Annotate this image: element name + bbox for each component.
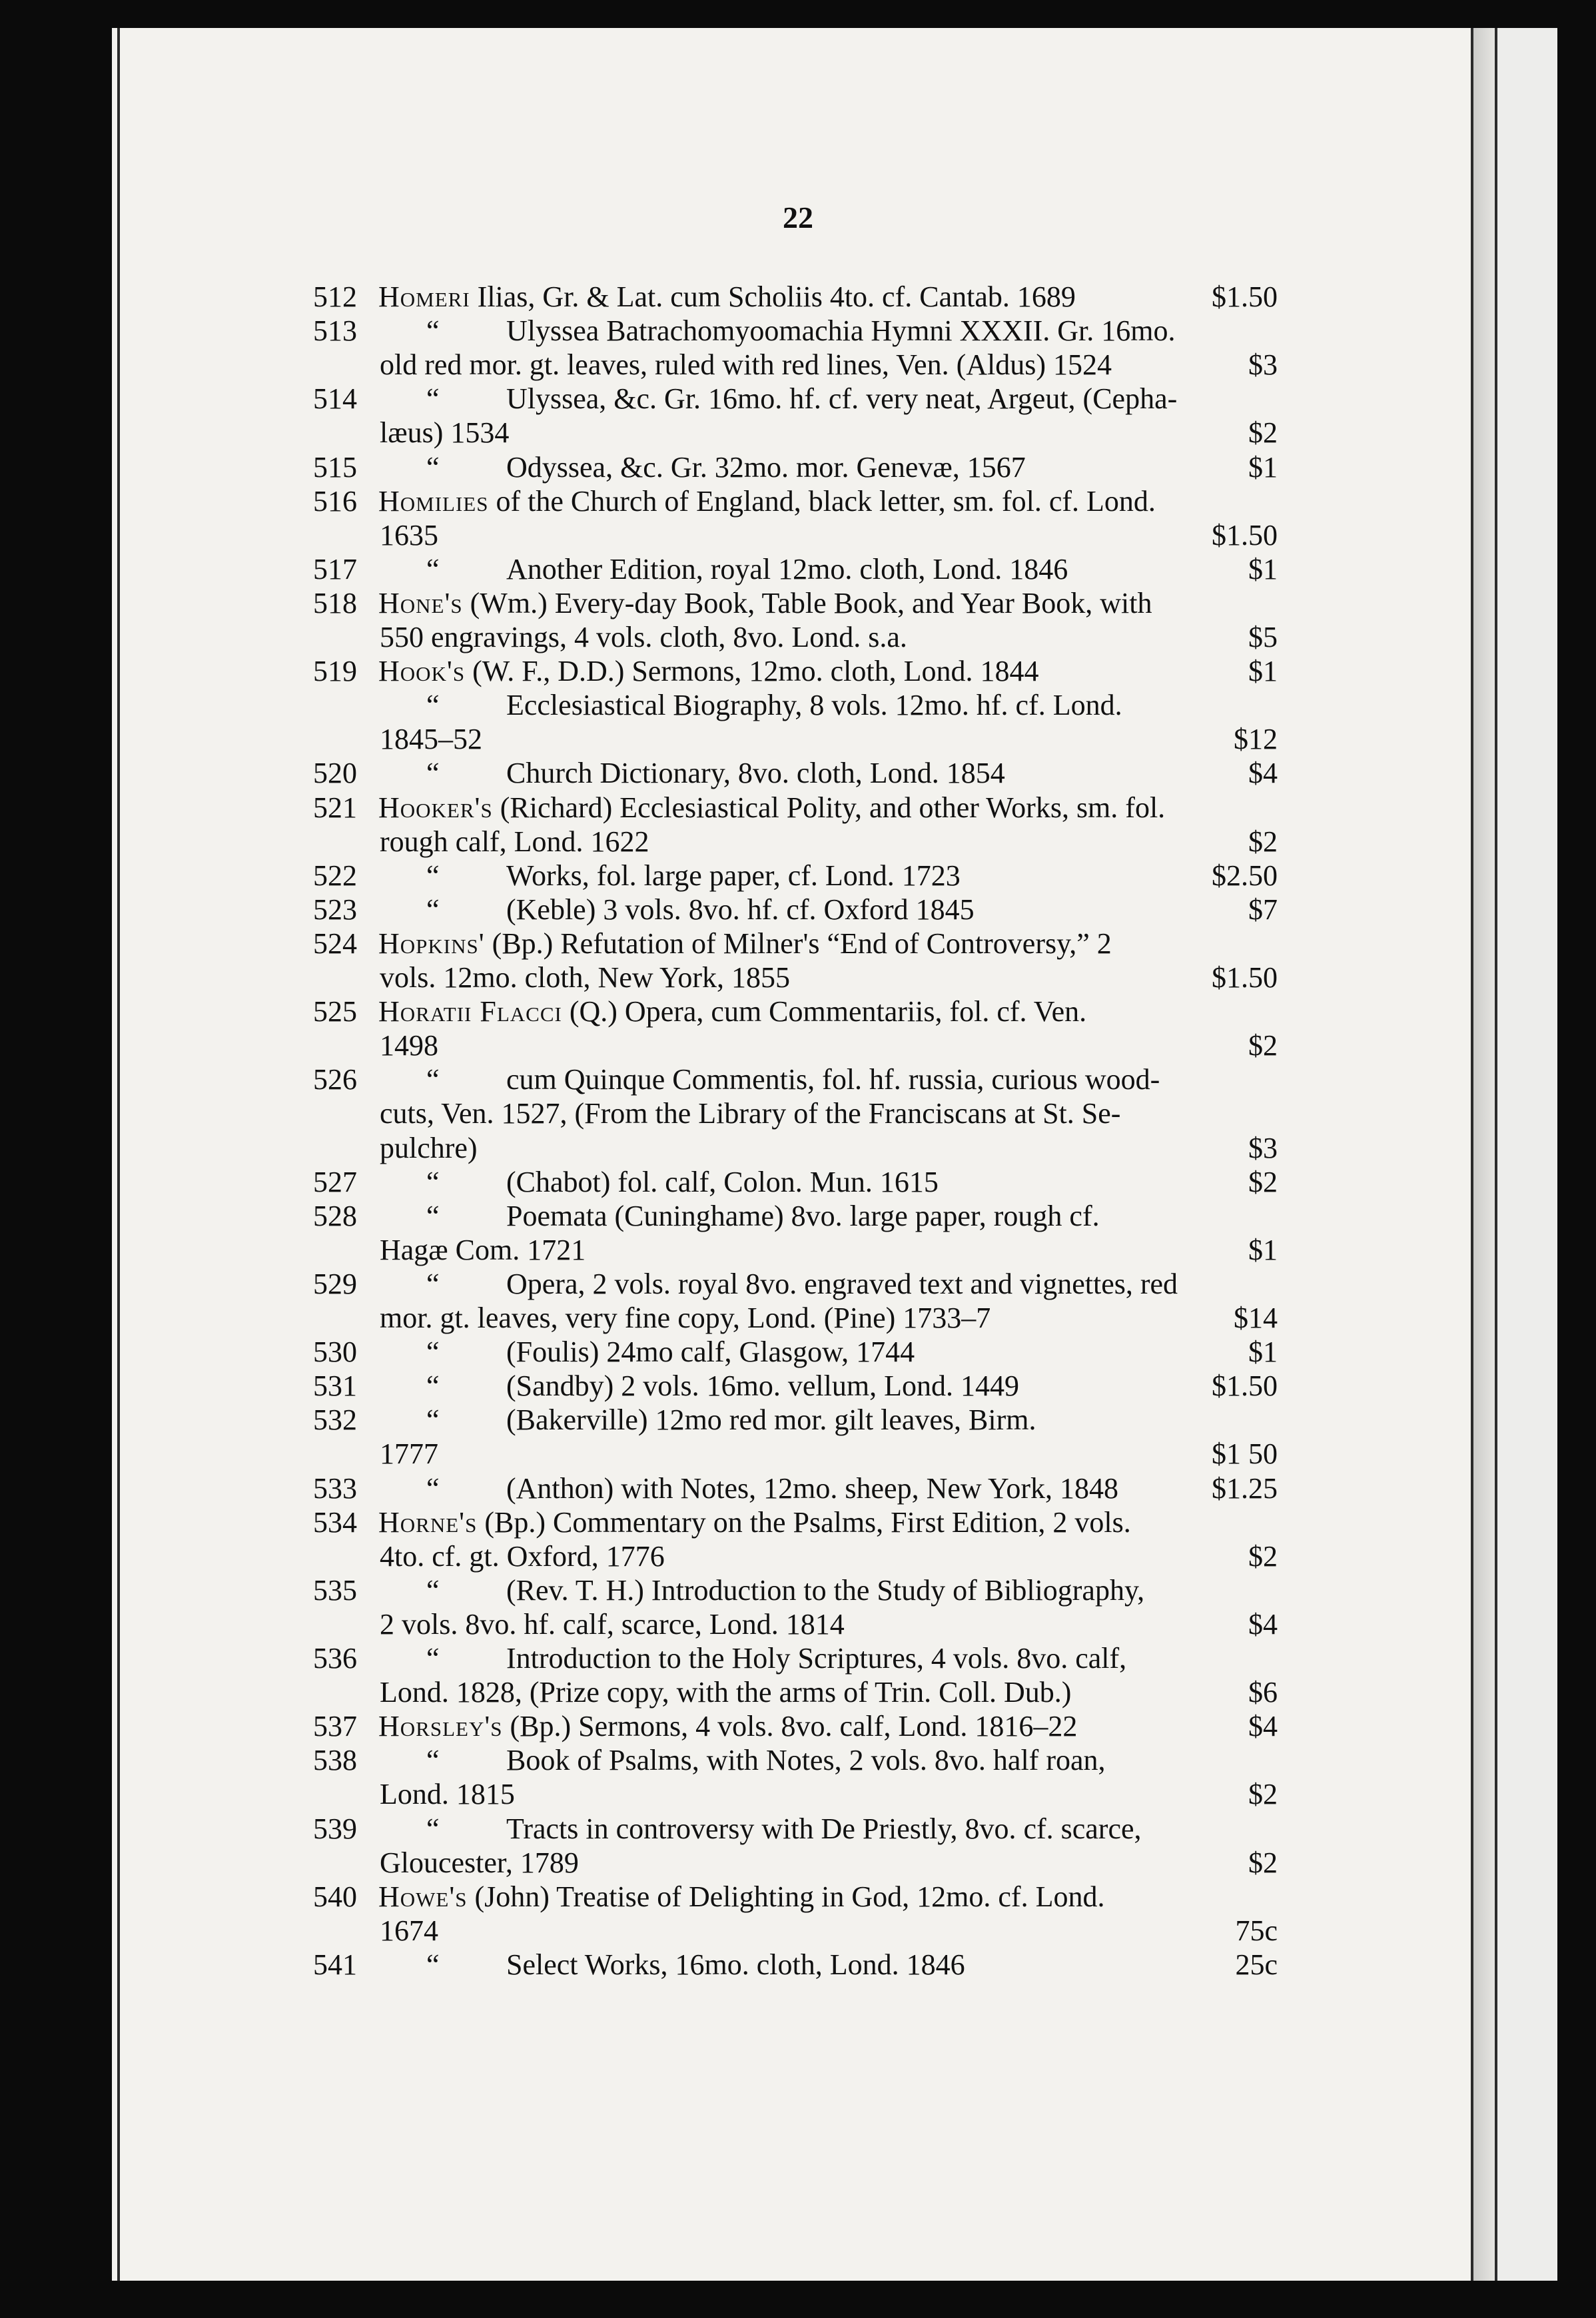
ditto-mark: “ [426, 1268, 440, 1300]
entry-price: $1.50 [1212, 961, 1278, 994]
entry-description: Select Works, 16mo. cloth, Lond. 1846 [506, 1948, 965, 1981]
entry-description: læus) 1534 [380, 416, 510, 449]
catalog-line [0, 825, 1596, 859]
entry-author: Hone's [378, 587, 463, 619]
entry-text [380, 620, 907, 655]
entry-text [506, 859, 961, 893]
entry-text [378, 1505, 1131, 1540]
entry-text [506, 1743, 1106, 1778]
entry-text [506, 1641, 1126, 1676]
ditto-mark: “ [426, 1063, 440, 1096]
entry-text [378, 586, 1152, 621]
entry-description: Book of Psalms, with Notes, 2 vols. 8vo. half roan, [506, 1744, 1106, 1776]
entry-price: $2 [1248, 825, 1278, 858]
catalog-line [0, 1505, 1596, 1540]
catalog-line [0, 620, 1596, 655]
entry-text [506, 1165, 939, 1200]
entry-description: 4to. cf. gt. Oxford, 1776 [380, 1540, 665, 1573]
catalog-line [0, 1777, 1596, 1812]
entry-description: (Q.) Opera, cum Commentariis, fol. cf. Ven. [562, 995, 1087, 1028]
entry-description: Lond. 1815 [380, 1778, 515, 1810]
entry-description: Gloucester, 1789 [380, 1846, 579, 1879]
entry-price: $1 [1248, 655, 1278, 687]
entry-number: 516 [313, 485, 357, 518]
entry-price: $3 [1248, 1132, 1278, 1164]
entry-price: $2 [1248, 1846, 1278, 1879]
entry-description: (John) Treatise of Delighting in God, 12mo. cf. Lond. [467, 1880, 1105, 1913]
catalog-line [0, 416, 1596, 450]
entry-number: 529 [313, 1268, 357, 1300]
catalog-line [0, 586, 1596, 621]
entry-text [380, 1301, 991, 1336]
entry-text [380, 1233, 586, 1268]
entry-price: $1 [1248, 451, 1278, 484]
entry-text [380, 825, 649, 859]
entry-text [380, 518, 438, 553]
entry-text [380, 1607, 845, 1642]
entry-number: 534 [313, 1506, 357, 1539]
entry-number: 541 [313, 1948, 357, 1981]
entry-text [380, 1675, 1071, 1710]
entry-description: Tracts in controversy with De Priestly, 8vo. cf. scarce, [506, 1812, 1142, 1845]
catalog-line [0, 756, 1596, 791]
ditto-mark: “ [426, 1812, 440, 1845]
entry-text [506, 893, 975, 927]
entry-price: $2 [1248, 1029, 1278, 1062]
entry-description: 1845–52 [380, 723, 482, 755]
entry-author: Hopkins' [378, 927, 485, 960]
entry-description: (Foulis) 24mo calf, Glasgow, 1744 [506, 1336, 915, 1368]
catalog-line [0, 1471, 1596, 1506]
catalog-line [0, 994, 1596, 1029]
entry-text [506, 1199, 1100, 1234]
entry-description: Ulyssea Batrachomyoomachia Hymni XXXII. Gr. 16mo. [506, 314, 1176, 347]
catalog-line [0, 961, 1596, 995]
entry-text [380, 1914, 438, 1948]
entry-number: 537 [313, 1710, 357, 1742]
entry-number: 513 [313, 314, 357, 347]
entry-price: $4 [1248, 757, 1278, 789]
entry-description: Odyssea, &c. Gr. 32mo. mor. Genevæ, 1567 [506, 451, 1026, 484]
entry-author: Homeri [378, 280, 470, 313]
entry-text [380, 1096, 1120, 1131]
entry-text [378, 927, 1112, 961]
entry-description: rough calf, Lond. 1622 [380, 825, 649, 858]
ditto-mark: “ [426, 1336, 440, 1368]
entry-text [380, 1777, 515, 1812]
catalog-line [0, 1573, 1596, 1608]
catalog-line [0, 1948, 1596, 1982]
entry-description: 1635 [380, 519, 438, 552]
entry-text [506, 756, 1005, 791]
catalog-line [0, 893, 1596, 927]
entry-number: 518 [313, 587, 357, 619]
entry-author: Hooker's [378, 791, 493, 824]
catalog-line [0, 1233, 1596, 1268]
entry-number: 536 [313, 1642, 357, 1675]
entry-price: $4 [1248, 1608, 1278, 1641]
catalog-line [0, 1096, 1596, 1131]
catalog-line [0, 1335, 1596, 1369]
catalog-line [0, 1028, 1596, 1063]
ditto-mark: “ [426, 859, 440, 892]
entry-author: Horsley's [378, 1710, 503, 1742]
entry-text [380, 416, 509, 450]
entry-text [506, 1948, 965, 1982]
entry-price: $2 [1248, 1166, 1278, 1198]
entry-description: old red mor. gt. leaves, ruled with red lines, Ven. (Aldus) 1524 [380, 348, 1112, 381]
entry-number: 515 [313, 451, 357, 484]
entry-number: 525 [313, 995, 357, 1028]
ditto-mark: “ [426, 893, 440, 926]
entry-description: of the Church of England, black letter, sm. fol. cf. Lond. [488, 485, 1156, 518]
entry-text [378, 280, 1076, 314]
entry-description: Hagæ Com. 1721 [380, 1234, 586, 1266]
entry-text [378, 791, 1165, 825]
entry-number: 531 [313, 1369, 357, 1402]
entry-description: pulchre) [380, 1132, 478, 1164]
entry-author: Horne's [378, 1506, 478, 1539]
entry-description: 2 vols. 8vo. hf. calf, scarce, Lond. 1814 [380, 1608, 845, 1641]
entry-number: 528 [313, 1200, 357, 1232]
entry-description: Church Dictionary, 8vo. cloth, Lond. 1854 [506, 757, 1005, 789]
entry-price: $5 [1248, 621, 1278, 653]
entry-description: Poemata (Cuninghame) 8vo. large paper, rough cf. [506, 1200, 1100, 1232]
entry-text [506, 1062, 1160, 1097]
ditto-mark: “ [426, 1200, 440, 1232]
entry-author: Howe's [378, 1880, 468, 1913]
entry-description: (Rev. T. H.) Introduction to the Study of Bibliography, [506, 1574, 1145, 1607]
catalog-line [0, 484, 1596, 519]
entry-description: Ilias, Gr. & Lat. cum Scholiis 4to. cf. Cantab. 1689 [470, 280, 1076, 313]
entry-price: $2 [1248, 416, 1278, 449]
ditto-mark: “ [426, 1369, 440, 1402]
entry-number: 517 [313, 553, 357, 585]
catalog-line [0, 1812, 1596, 1846]
entry-description: vols. 12mo. cloth, New York, 1855 [380, 961, 791, 994]
catalog-line [0, 552, 1596, 587]
catalog-line [0, 450, 1596, 485]
entry-text [506, 688, 1122, 723]
entry-number: 521 [313, 791, 357, 824]
ditto-mark: “ [426, 1403, 440, 1436]
entry-description: 1498 [380, 1029, 438, 1062]
entry-description: 1674 [380, 1914, 438, 1947]
entry-text [506, 1573, 1144, 1608]
ditto-mark: “ [426, 689, 440, 721]
entry-text [506, 450, 1026, 485]
entry-number: 514 [313, 382, 357, 415]
entry-text [378, 654, 1038, 689]
ditto-mark: “ [426, 1574, 440, 1607]
entry-text [506, 1812, 1142, 1846]
entry-price: $1.50 [1212, 1369, 1278, 1402]
catalog-line [0, 314, 1596, 348]
entry-number: 520 [313, 757, 357, 789]
entry-text [380, 722, 482, 757]
entry-text [380, 961, 790, 995]
entry-number: 538 [313, 1744, 357, 1776]
entry-text [380, 1539, 665, 1574]
entry-number: 523 [313, 893, 357, 926]
entry-number: 539 [313, 1812, 357, 1845]
ditto-mark: “ [426, 1948, 440, 1981]
catalog-line [0, 1369, 1596, 1403]
entry-description: cuts, Ven. 1527, (From the Library of the Franciscans at St. Se- [380, 1097, 1121, 1130]
entry-description: 1777 [380, 1437, 438, 1470]
entry-description: cum Quinque Commentis, fol. hf. russia, curious wood- [506, 1063, 1160, 1096]
entry-price: $1 50 [1212, 1437, 1278, 1470]
entry-text [378, 994, 1086, 1029]
catalog-line [0, 791, 1596, 825]
catalog-line [0, 348, 1596, 382]
ditto-mark: “ [426, 451, 440, 484]
entry-number: 519 [313, 655, 357, 687]
entry-price: $1.50 [1212, 280, 1278, 313]
catalog-line [0, 1062, 1596, 1097]
catalog-line [0, 927, 1596, 961]
ditto-mark: “ [426, 553, 440, 585]
entry-price: 25c [1235, 1948, 1278, 1981]
entry-description: (W. F., D.D.) Sermons, 12mo. cloth, Lond. 1844 [465, 655, 1039, 687]
entry-price: $1 [1248, 1234, 1278, 1266]
ditto-mark: “ [426, 1744, 440, 1776]
catalog-line [0, 1914, 1596, 1948]
entry-price: 75c [1235, 1914, 1278, 1947]
catalog-line [0, 1403, 1596, 1437]
catalog-line [0, 1743, 1596, 1778]
entry-price: $2 [1248, 1540, 1278, 1573]
entry-description: (Sandby) 2 vols. 16mo. vellum, Lond. 1449 [506, 1369, 1019, 1402]
entry-text [378, 484, 1156, 519]
entry-author: Homilies [378, 485, 489, 518]
entry-description: (Bp.) Commentary on the Psalms, First Edition, 2 vols. [477, 1506, 1131, 1539]
entry-text [380, 1131, 478, 1166]
catalog-line [0, 280, 1596, 314]
entry-description: (Keble) 3 vols. 8vo. hf. cf. Oxford 1845 [506, 893, 975, 926]
entry-price: $2.50 [1212, 859, 1278, 892]
entry-text [506, 1403, 1036, 1437]
entry-description: Works, fol. large paper, cf. Lond. 1723 [506, 859, 961, 892]
entry-price: $1 [1248, 1336, 1278, 1368]
entry-text [380, 1028, 438, 1063]
entry-number: 512 [313, 280, 357, 313]
entry-text [506, 1335, 915, 1369]
entry-price: $4 [1248, 1710, 1278, 1742]
entry-description: 550 engravings, 4 vols. cloth, 8vo. Lond. s.a. [380, 621, 907, 653]
entry-number: 532 [313, 1403, 357, 1436]
catalog-line [0, 1301, 1596, 1336]
entry-price: $7 [1248, 893, 1278, 926]
catalog-line [0, 1607, 1596, 1642]
catalog-line [0, 688, 1596, 723]
entry-description: Opera, 2 vols. royal 8vo. engraved text and vignettes, red [506, 1268, 1178, 1300]
catalog-line [0, 382, 1596, 416]
entry-text [378, 1880, 1104, 1914]
entry-number: 533 [313, 1472, 357, 1505]
catalog-line [0, 1641, 1596, 1676]
entry-description: Ulyssea, &c. Gr. 16mo. hf. cf. very neat, Argeut, (Cepha- [506, 382, 1178, 415]
catalog-line [0, 654, 1596, 689]
entry-description: (Bakerville) 12mo red mor. gilt leaves, Birm. [506, 1403, 1036, 1436]
entry-text [506, 1369, 1019, 1403]
entry-author: Horatii Flacci [378, 995, 562, 1028]
ditto-mark: “ [426, 1642, 440, 1675]
catalog-line [0, 1846, 1596, 1880]
entry-price: $1 [1248, 553, 1278, 585]
entry-number: 535 [313, 1574, 357, 1607]
entry-description: Lond. 1828, (Prize copy, with the arms of Trin. Coll. Dub.) [380, 1676, 1072, 1709]
entry-description: Ecclesiastical Biography, 8 vols. 12mo. hf. cf. Lond. [506, 689, 1122, 721]
ditto-mark: “ [426, 1166, 440, 1198]
entry-text [506, 1471, 1118, 1506]
ditto-mark: “ [426, 314, 440, 347]
entry-description: (Chabot) fol. calf, Colon. Mun. 1615 [506, 1166, 939, 1198]
entry-description: Introduction to the Holy Scriptures, 4 vols. 8vo. calf, [506, 1642, 1127, 1675]
entry-price: $1.25 [1212, 1472, 1278, 1505]
entry-description: (Wm.) Every-day Book, Table Book, and Year Book, with [462, 587, 1152, 619]
entry-text [378, 1709, 1077, 1744]
entry-text [380, 348, 1112, 382]
catalog-line [0, 722, 1596, 757]
entry-description: (Bp.) Refutation of Milner's “End of Controversy,” 2 [484, 927, 1112, 960]
entry-text [380, 1437, 438, 1471]
entry-number: 526 [313, 1063, 357, 1096]
entry-number: 540 [313, 1880, 357, 1913]
catalog-line [0, 1267, 1596, 1302]
entry-price: $14 [1234, 1302, 1278, 1334]
catalog-line [0, 1675, 1596, 1710]
catalog-line [0, 1165, 1596, 1200]
entry-description: (Bp.) Sermons, 4 vols. 8vo. calf, Lond. 1816–22 [502, 1710, 1078, 1742]
entry-price: $2 [1248, 1778, 1278, 1810]
entry-description: (Anthon) with Notes, 12mo. sheep, New York, 1848 [506, 1472, 1119, 1505]
catalog-line [0, 859, 1596, 893]
entry-author: Hook's [378, 655, 466, 687]
entry-price: $12 [1234, 723, 1278, 755]
entry-description: Another Edition, royal 12mo. cloth, Lond. 1846 [506, 553, 1068, 585]
entry-text [506, 1267, 1178, 1302]
catalog-line [0, 518, 1596, 553]
ditto-mark: “ [426, 382, 440, 415]
entry-number: 527 [313, 1166, 357, 1198]
entry-number: 530 [313, 1336, 357, 1368]
entry-description: (Richard) Ecclesiastical Polity, and other Works, sm. fol. [492, 791, 1166, 824]
entry-text [506, 552, 1068, 587]
entry-number: 522 [313, 859, 357, 892]
catalog-line [0, 1131, 1596, 1166]
entry-price: $1.50 [1212, 519, 1278, 552]
entry-description: mor. gt. leaves, very fine copy, Lond. (Pine) 1733–7 [380, 1302, 991, 1334]
entry-price: $6 [1248, 1676, 1278, 1709]
entry-text [506, 314, 1175, 348]
catalog-line [0, 1880, 1596, 1914]
catalog-line [0, 1539, 1596, 1574]
entry-text [380, 1846, 579, 1880]
page-number: 22 [783, 200, 813, 234]
entry-price: $3 [1248, 348, 1278, 381]
ditto-mark: “ [426, 1472, 440, 1505]
catalog-line [0, 1709, 1596, 1744]
catalog-line [0, 1199, 1596, 1234]
entry-text [506, 382, 1177, 416]
catalog-line [0, 1437, 1596, 1471]
ditto-mark: “ [426, 757, 440, 789]
entry-number: 524 [313, 927, 357, 960]
